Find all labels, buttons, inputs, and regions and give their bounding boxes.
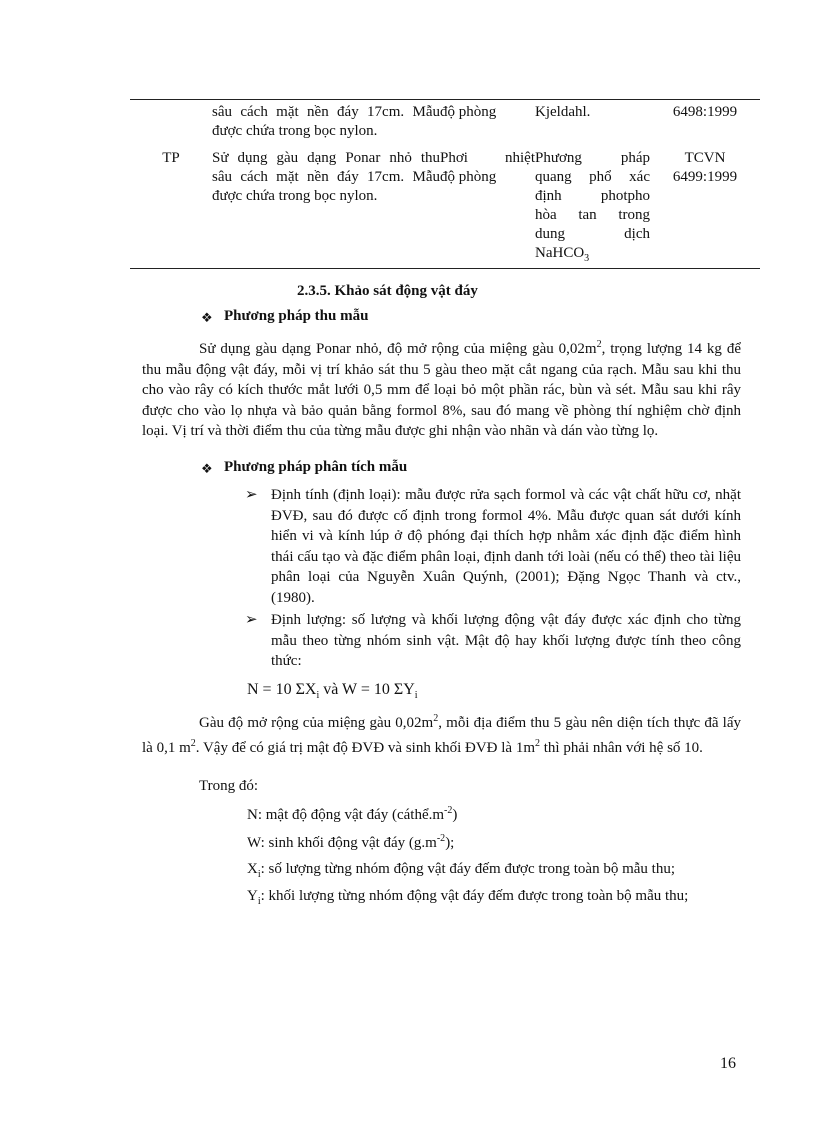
definition-w [247, 833, 454, 852]
cell-line: TCVN [684, 150, 726, 166]
cell-line: được chứa trong bọc nylon. [212, 188, 378, 204]
superscript: -2 [436, 833, 446, 844]
table-row [130, 147, 760, 268]
text-run: ); [445, 835, 455, 851]
cell-line: độ phòng [440, 169, 497, 185]
cell-line: được chứa trong bọc nylon. [212, 123, 378, 139]
cell-line: định photpho [535, 188, 650, 204]
subheading-sampling: Phương pháp thu mẫu [224, 308, 369, 324]
text-run: : số lượng từng nhóm động vật đáy đếm được trong toàn bộ mẫu thu; [260, 861, 675, 877]
definition-n [247, 805, 457, 824]
cell-line: 6499:1999 [672, 169, 738, 185]
cell-line [535, 244, 650, 268]
drying-cell [440, 149, 535, 268]
table-row [130, 100, 760, 147]
list-item-qualitative: Định tính (định loại): mẫu được rửa sạch formol và các vật chất hữu cơ, nhặt ĐVĐ, sau đó được cố định trong formol 4%. Mẫu được quan sát dưới kính hiển vi và kính lúp ở độ phóng đại thích hợp nhằm xác định đặc điểm hình thái cấu tạo và đặc điểm phân loại, định danh tới loài (nếu có thể) theo tài liệu phân loại của Nguyễn Xuân Quýnh, (2001); Đặng Ngọc Thanh và ctv., (1980). [271, 487, 741, 606]
sampling-method-cell [212, 103, 440, 147]
analysis-cell: Kjeldahl. [535, 104, 591, 120]
diamond-bullet-icon: ❖ [201, 461, 213, 476]
text-run: : khối lượng từng nhóm động vật đáy đếm được trong toàn bộ mẫu thu; [260, 888, 689, 904]
text-run: N = 10 ΣX [247, 681, 317, 698]
subscript: i [257, 896, 261, 907]
subscript: i [316, 690, 320, 702]
text-run: , mỗi địa điểm thu 5 gàu nên diện tích thực đã lấy là 0,1 m [142, 715, 741, 756]
section-heading: 2.3.5. Khảo sát động vật đáy [297, 283, 478, 299]
cell-line: sâu cách mặt nền đáy 17cm. Mẫu [212, 169, 440, 185]
subheading-analysis: Phương pháp phân tích mẫu [224, 459, 408, 475]
arrow-bullet-icon: ➢ [245, 487, 258, 503]
formula-text: NaHCO [535, 245, 585, 261]
method-table [130, 99, 760, 269]
text-run: và W = 10 ΣY [319, 681, 415, 698]
diamond-bullet-icon: ❖ [201, 310, 213, 325]
superscript: 2 [433, 713, 439, 724]
superscript: 2 [190, 737, 196, 749]
cell-line: Phương pháp [535, 150, 650, 166]
list-item-quantitative: Định lượng: số lượng và khối lượng động vật đáy được xác định cho từng mẫu theo từng nhóm sinh vật. Mật độ hay khối lượng được tính theo công thức: [271, 612, 741, 670]
standard-cell [650, 149, 760, 268]
where-label: Trong đó: [199, 778, 259, 794]
cell-line: Phơi nhiệt [440, 150, 535, 166]
text-run: . Vậy để có giá trị mật độ ĐVĐ và sinh khối ĐVĐ là 1m [195, 739, 536, 756]
superscript: 2 [596, 339, 602, 350]
cell-line: sâu cách mặt nền đáy 17cm. Mẫu [212, 104, 440, 120]
text-run: N: mật độ động vật đáy (cáthể.m [247, 807, 445, 823]
density-formula [247, 681, 418, 701]
paragraph-sampling [142, 335, 741, 442]
param-code-cell: TP [162, 150, 180, 166]
sampling-method-cell [212, 149, 440, 268]
definition-x [247, 861, 675, 880]
subscript: 3 [584, 253, 590, 264]
arrow-bullet-icon: ➢ [245, 612, 258, 628]
cell-line: quang phổ xác [535, 169, 650, 185]
paragraph-area [142, 709, 741, 758]
drying-cell: độ phòng [440, 104, 497, 120]
text-run: Sử dụng gàu dạng Ponar nhỏ, độ mở rộng của miệng gàu 0,02m [199, 341, 597, 357]
text-run: ) [452, 807, 458, 823]
page-number: 16 [720, 1055, 736, 1072]
analysis-cell [535, 149, 650, 268]
subscript: i [414, 690, 418, 702]
cell-line: Sử dụng gàu dạng Ponar nhỏ thu [212, 150, 440, 166]
text-run: , trọng lượng 14 kg để thu mẫu động vật đáy, mỗi vị trí khảo sát thu 5 gàu theo mặt cắt ngang của rạch. Mẫu sau khi thu cho vào rây có kích thước mắt lưới 0,5 mm để loại bỏ một phần rác, bùn và sét. Mẫu sau khi rây được cho vào lọ nhựa và bảo quản bằng formol 8%, sau đó mang về phòng thí nghiệm chờ định loại. Vị trí và thời điểm thu của từng mẫu được ghi nhận vào nhãn và dán vào từng lọ. [142, 341, 741, 440]
text-run: Gàu độ mở rộng của miệng gàu 0,02m [199, 715, 434, 731]
standard-cell: 6498:1999 [672, 104, 738, 120]
cell-line: hòa tan trong [535, 207, 650, 223]
subscript: i [257, 869, 261, 880]
superscript: -2 [444, 805, 453, 816]
text-run: W: sinh khối động vật đáy (g.m [247, 835, 437, 851]
text-run: thì phải nhân với hệ số 10. [540, 739, 703, 756]
superscript: 2 [535, 737, 541, 749]
text-run: X [247, 861, 258, 877]
param-code-cell [130, 103, 212, 147]
definition-y [247, 888, 688, 907]
text-run: Y [247, 888, 258, 904]
cell-line: dung dịch [535, 226, 650, 242]
